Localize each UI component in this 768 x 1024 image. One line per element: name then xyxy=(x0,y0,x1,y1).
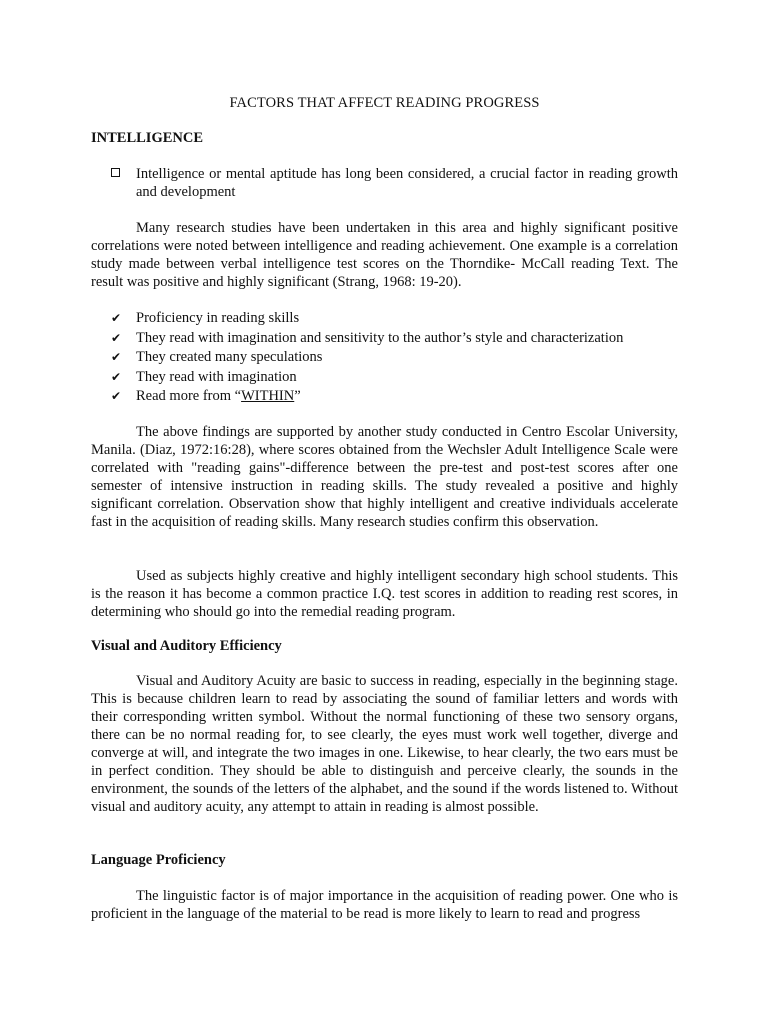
intelligence-paragraph-2: The above findings are supported by another study conducted in Centro Escolar University, Manila. (Diaz, 1972:16:28), where scores obtained from the Wechsler Adult Intelligence Scale were correlated with "reading gains"-difference between the pre-test and post-test scores after one semester of intensive instruction in reading skills. The study revealed a positive and highly significant correlation. Observation show that highly intelligent and creative individuals accelerate fast in the acquisition of reading skills. Many research studies confirm this observation. xyxy=(91,424,678,530)
checkmark-icon: ✔ xyxy=(111,311,122,325)
check-item-text: They read with imagination and sensitivity to the author’s style and characterization xyxy=(136,329,624,346)
check-item-emphasis: WITHIN xyxy=(241,388,295,404)
checkmark-icon: ✔ xyxy=(111,350,122,364)
check-item-text: Proficiency in reading skills xyxy=(136,310,300,326)
heading-visual-auditory: Visual and Auditory Efficiency xyxy=(91,638,282,654)
intelligence-paragraph-3: Used as subjects highly creative and highly intelligent secondary high school students. This is the reason it has become a common practice I.Q. test scores in addition to reading rest scores, in determining who should go into the remedial reading program. xyxy=(91,568,678,620)
check-item xyxy=(111,348,623,368)
check-item-prefix: Read more from “ xyxy=(136,388,242,404)
checkmark-icon: ✔ xyxy=(111,369,122,384)
visual-auditory-paragraph: Visual and Auditory Acuity are basic to success in reading, especially in the beginning stage. This is because children learn to read by associating the sound of familiar letters and words with their corresponding written symbol. Without the normal functioning of these two sensory organs, there can be no normal reading for, to see clearly, the eyes must work well together, diverge and converge at will, and integrate the two images in one. Likewise, to hear clearly, the two ears must be in perfect condition. They should be able to distinguish and perceive clearly, the sounds in the environment, the sounds of the letters of the alphabet, and the sound if the words listened to. Without visual and auditory acuity, any attempt to attain in reading is almost possible. xyxy=(91,673,678,815)
checkmark-icon: ✔ xyxy=(111,330,122,345)
intelligence-paragraph-1: Many research studies have been undertaken in this area and highly significant positive correlations were noted between intelligence and reading achievement. One example is a correlation study made between verbal intelligence test scores on the Thorndike- McCall reading Text. The result was positive and highly significant (Strang, 1968: 19-20). xyxy=(91,220,678,290)
check-item xyxy=(111,309,623,329)
checkbox-square-icon xyxy=(111,168,120,177)
square-bullet-item xyxy=(111,165,678,201)
check-item-text: They read with imagination xyxy=(136,368,297,385)
checkmark-icon: ✔ xyxy=(111,389,122,403)
check-item xyxy=(111,387,623,407)
checklist xyxy=(111,309,623,407)
heading-intelligence: INTELLIGENCE xyxy=(91,130,204,146)
document-title: FACTORS THAT AFFECT READING PROGRESS xyxy=(229,95,540,111)
language-paragraph: The linguistic factor is of major importance in the acquisition of reading power. One who is proficient in the language of the material to be read is more likely to learn to read and progress xyxy=(91,888,678,922)
square-bullet-text: Intelligence or mental aptitude has long been considered, a crucial factor in reading growth and development xyxy=(136,166,678,200)
check-item-suffix: ” xyxy=(294,388,301,404)
check-item-text: They created many speculations xyxy=(136,349,323,365)
heading-language-proficiency: Language Proficiency xyxy=(91,852,226,868)
check-item xyxy=(111,368,623,388)
check-item xyxy=(111,329,623,349)
